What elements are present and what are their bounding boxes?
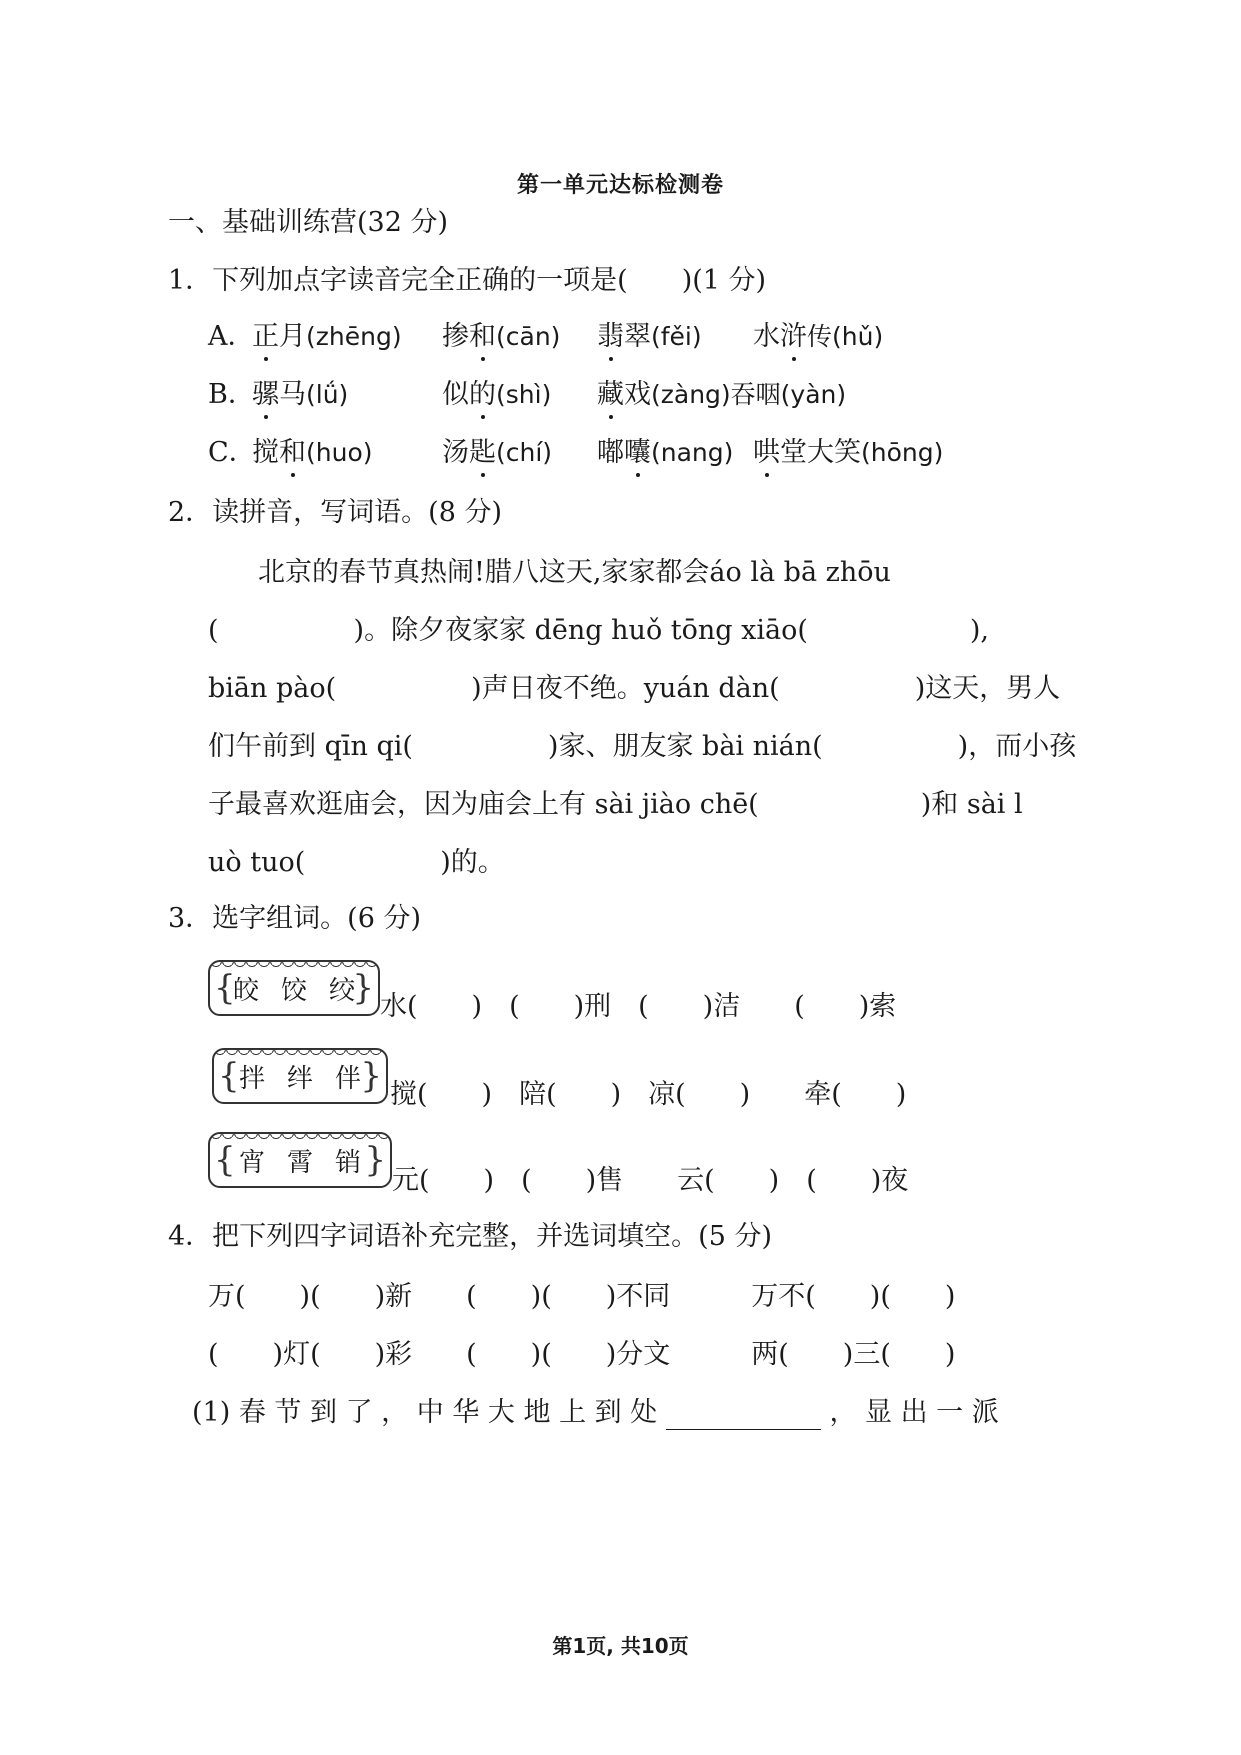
char-choice-box: { 拌 绊 伴 } bbox=[212, 1048, 388, 1104]
q1-option-b-item: 藏戏(zàng)吞咽(yàn) bbox=[597, 379, 847, 410]
q1-option-a-item: 掺和(cān) bbox=[442, 321, 561, 352]
q3-word-line: 水( ) ( )刑 ( )洁 ( )索 bbox=[380, 991, 897, 1022]
page-footer: 第1页, 共10页 bbox=[552, 1634, 689, 1658]
section-heading: 一、基础训练营(32 分) bbox=[168, 207, 449, 238]
char-choice-box: { 皎 饺 绞 } bbox=[208, 960, 380, 1016]
q1-option-c-item: 搅和(huo) bbox=[252, 437, 373, 468]
q2-text-line: ( )。除夕夜家家 dēng huǒ tōng xiāo( ), bbox=[208, 615, 990, 646]
q1-option-c-item: 嘟囔(nang) bbox=[597, 437, 734, 468]
q4-sub-question-1: (1) 春 节 到 了 ， 中 华 大 地 上 到 处 ， 显 出 一 派 bbox=[192, 1397, 999, 1428]
char-choice-box: { 宵 霄 销 } bbox=[208, 1132, 392, 1188]
question-3-stem: 3．选字组词。(6 分) bbox=[168, 903, 422, 934]
q1-option-c-item: 哄堂大笑(hōng) bbox=[753, 437, 944, 468]
q1-option-a-item: 翡翠(fěi) bbox=[597, 321, 702, 352]
q2-text-line: 子最喜欢逛庙会，因为庙会上有 sài jiào chē( )和 sài l bbox=[208, 789, 1023, 820]
question-1-stem: 1．下列加点字读音完全正确的一项是( )(1 分) bbox=[168, 265, 767, 296]
q1-option-a-label: A． bbox=[208, 321, 255, 352]
q4-idiom-line: 万( )( )新 ( )( )不同 万不( )( ) bbox=[208, 1281, 956, 1312]
q3-word-line: 搅( ) 陪( ) 凉( ) 牵( ) bbox=[390, 1079, 907, 1110]
q2-text-line: biān pào( )声日夜不绝。yuán dàn( )这天，男人 bbox=[208, 673, 1061, 704]
question-2-stem: 2．读拼音，写词语。(8 分) bbox=[168, 497, 503, 528]
q1-option-c-label: C． bbox=[208, 437, 256, 468]
q1-option-a-item: 水浒传(hǔ) bbox=[753, 321, 884, 352]
q1-option-b-item: 似的(shì) bbox=[442, 379, 552, 410]
q2-text-line: 们午前到 qīn qi( )家、朋友家 bài nián( )，而小孩 bbox=[208, 731, 1077, 762]
q1-option-c-item: 汤匙(chí) bbox=[442, 437, 553, 468]
q2-text-line: uò tuo( )的。 bbox=[208, 847, 505, 878]
q1-option-b-label: B． bbox=[208, 379, 255, 410]
q1-option-a-item: 正月(zhēng) bbox=[252, 321, 402, 352]
q3-word-line: 元( ) ( )售 云( ) ( )夜 bbox=[392, 1165, 909, 1196]
q1-option-b-item: 骡马(lǘ) bbox=[252, 379, 349, 410]
page-title: 第一单元达标检测卷 bbox=[516, 173, 724, 198]
question-4-stem: 4．把下列四字词语补充完整，并选词填空。(5 分) bbox=[168, 1221, 773, 1252]
q2-text-line: 北京的春节真热闹!腊八这天,家家都会áo là bā zhōu bbox=[258, 557, 891, 588]
answer-blank[interactable] bbox=[666, 1405, 821, 1430]
q4-idiom-line: ( )灯( )彩 ( )( )分文 两( )三( ) bbox=[208, 1339, 956, 1370]
